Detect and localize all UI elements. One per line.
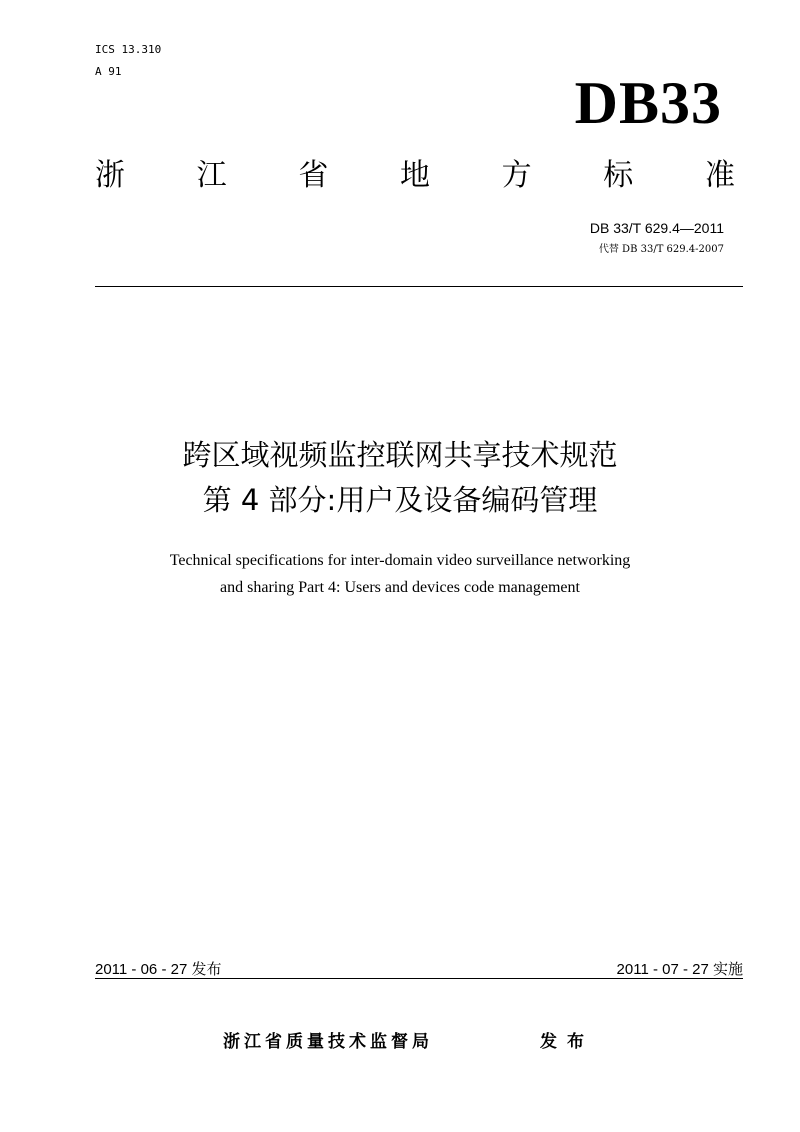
header-divider <box>95 286 743 287</box>
standard-type-char: 标 <box>603 158 634 193</box>
standard-logo: DB33 <box>574 70 722 136</box>
issue-date: 2011 - 06 - 27 发布 <box>95 961 222 978</box>
title-zh-line1: 跨区域视频监控联网共享技术规范 <box>182 438 618 472</box>
implementation-date: 2011 - 07 - 27 实施 <box>616 961 743 978</box>
title-zh-line2: 第 4 部分:用户及设备编码管理 <box>202 483 598 517</box>
ics-code: ICS 13.310 <box>95 43 162 56</box>
footer-divider <box>95 978 743 979</box>
standard-type-char: 浙 <box>95 158 125 193</box>
title-en-line2: and sharing Part 4: Users and devices code management <box>220 579 580 596</box>
standard-type-char: 江 <box>196 158 227 193</box>
standard-type-heading <box>95 156 735 196</box>
standard-type-char: 省 <box>298 158 329 193</box>
classification-code: A 91 <box>95 65 122 78</box>
standard-type-char: 地 <box>399 158 430 193</box>
standard-type-char: 方 <box>501 158 532 193</box>
standard-type-char: 准 <box>704 158 735 193</box>
standard-number: DB 33/T 629.4—2011 <box>589 220 724 236</box>
publisher-name: 浙江省质量技术监督局 <box>223 1032 433 1052</box>
replaces-note: 代替 DB 33/T 629.4-2007 <box>598 244 724 255</box>
title-en-line1: Technical specifications for inter-domain video surveillance networking <box>169 552 631 569</box>
publish-label: 发布 <box>540 1032 594 1052</box>
